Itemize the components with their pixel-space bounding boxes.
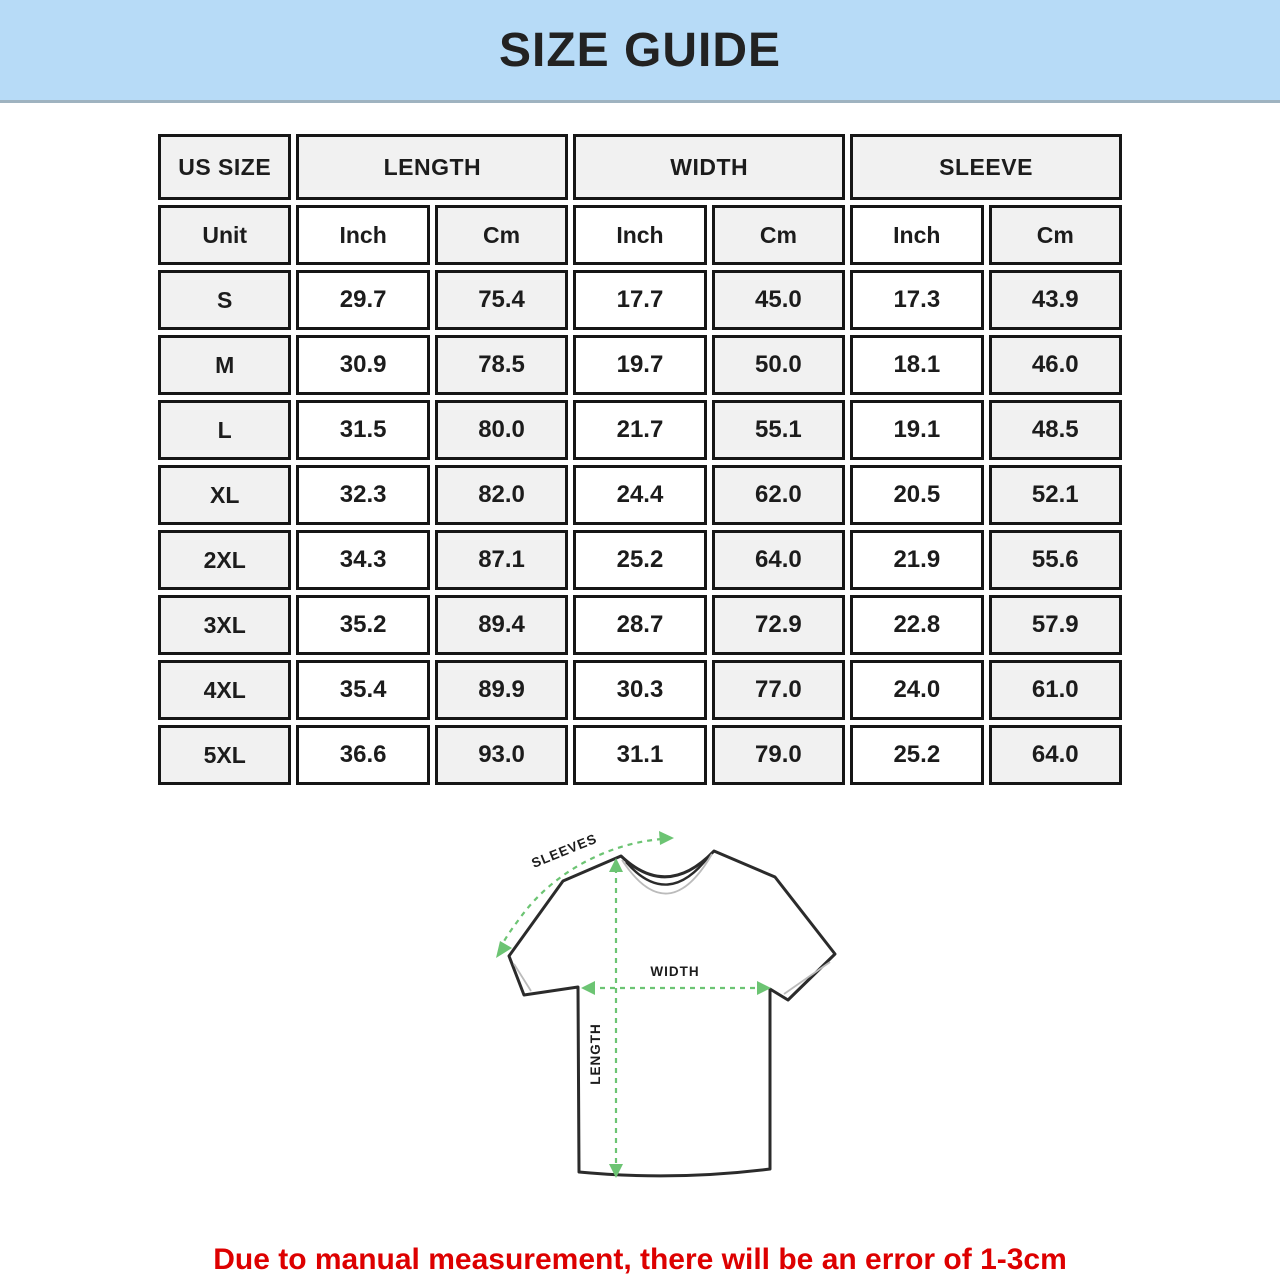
length-label: LENGTH [588, 1023, 603, 1085]
value-cell: 55.1 [712, 400, 845, 460]
size-table [153, 129, 1127, 790]
value-cell: 20.5 [850, 465, 983, 525]
value-cell: 43.9 [989, 270, 1122, 330]
value-cell: 48.5 [989, 400, 1122, 460]
table-row-2xl [158, 530, 1122, 590]
table-row-xl [158, 465, 1122, 525]
sleeves-arrowhead-right [659, 831, 674, 845]
value-cell: 55.6 [989, 530, 1122, 590]
value-cell: 77.0 [712, 660, 845, 720]
table-row-5xl [158, 725, 1122, 785]
value-cell: 25.2 [850, 725, 983, 785]
value-cell: 36.6 [296, 725, 429, 785]
value-cell: 93.0 [435, 725, 568, 785]
value-cell: 50.0 [712, 335, 845, 395]
value-cell: 17.3 [850, 270, 983, 330]
size-guide-banner [0, 0, 1280, 103]
width-cm-header: Cm [712, 205, 845, 265]
value-cell: 35.4 [296, 660, 429, 720]
col-header-us-size: US SIZE [158, 134, 291, 200]
col-header-sleeve: SLEEVE [850, 134, 1122, 200]
table-unit-row [158, 205, 1122, 265]
value-cell: 89.4 [435, 595, 568, 655]
value-cell: 45.0 [712, 270, 845, 330]
value-cell: 17.7 [573, 270, 706, 330]
value-cell: 30.9 [296, 335, 429, 395]
width-label: WIDTH [650, 964, 700, 979]
size-cell: 3XL [158, 595, 291, 655]
value-cell: 29.7 [296, 270, 429, 330]
value-cell: 19.1 [850, 400, 983, 460]
value-cell: 31.5 [296, 400, 429, 460]
value-cell: 62.0 [712, 465, 845, 525]
tshirt-outline [509, 851, 835, 1176]
value-cell: 21.7 [573, 400, 706, 460]
value-cell: 25.2 [573, 530, 706, 590]
measurement-disclaimer: Due to manual measurement, there will be an error of 1-3cm [213, 1243, 1067, 1276]
col-header-width: WIDTH [573, 134, 845, 200]
size-cell: M [158, 335, 291, 395]
size-cell: S [158, 270, 291, 330]
table-row-3xl [158, 595, 1122, 655]
sleeve-cm-header: Cm [989, 205, 1122, 265]
value-cell: 32.3 [296, 465, 429, 525]
table-row-l [158, 400, 1122, 460]
tshirt-measurement-diagram [478, 824, 858, 1221]
value-cell: 30.3 [573, 660, 706, 720]
value-cell: 87.1 [435, 530, 568, 590]
value-cell: 22.8 [850, 595, 983, 655]
value-cell: 72.9 [712, 595, 845, 655]
size-cell: 2XL [158, 530, 291, 590]
value-cell: 24.4 [573, 465, 706, 525]
value-cell: 78.5 [435, 335, 568, 395]
sleeves-label: SLEEVES [529, 830, 600, 871]
size-cell: L [158, 400, 291, 460]
size-cell: 4XL [158, 660, 291, 720]
length-cm-header: Cm [435, 205, 568, 265]
value-cell: 34.3 [296, 530, 429, 590]
page-title: SIZE GUIDE [498, 23, 782, 77]
table-row-4xl [158, 660, 1122, 720]
value-cell: 79.0 [712, 725, 845, 785]
value-cell: 57.9 [989, 595, 1122, 655]
col-header-length: LENGTH [296, 134, 568, 200]
value-cell: 61.0 [989, 660, 1122, 720]
unit-label-cell: Unit [158, 205, 291, 265]
value-cell: 31.1 [573, 725, 706, 785]
value-cell: 35.2 [296, 595, 429, 655]
value-cell: 64.0 [989, 725, 1122, 785]
value-cell: 64.0 [712, 530, 845, 590]
value-cell: 82.0 [435, 465, 568, 525]
tshirt-diagram-svg [478, 824, 858, 1216]
value-cell: 46.0 [989, 335, 1122, 395]
table-row-m [158, 335, 1122, 395]
width-inch-header: Inch [573, 205, 706, 265]
value-cell: 28.7 [573, 595, 706, 655]
value-cell: 52.1 [989, 465, 1122, 525]
length-inch-header: Inch [296, 205, 429, 265]
table-header-row [158, 134, 1122, 200]
size-cell: 5XL [158, 725, 291, 785]
value-cell: 80.0 [435, 400, 568, 460]
value-cell: 19.7 [573, 335, 706, 395]
sleeve-inch-header: Inch [850, 205, 983, 265]
table-row-s [158, 270, 1122, 330]
value-cell: 89.9 [435, 660, 568, 720]
size-cell: XL [158, 465, 291, 525]
value-cell: 21.9 [850, 530, 983, 590]
value-cell: 24.0 [850, 660, 983, 720]
value-cell: 75.4 [435, 270, 568, 330]
value-cell: 18.1 [850, 335, 983, 395]
